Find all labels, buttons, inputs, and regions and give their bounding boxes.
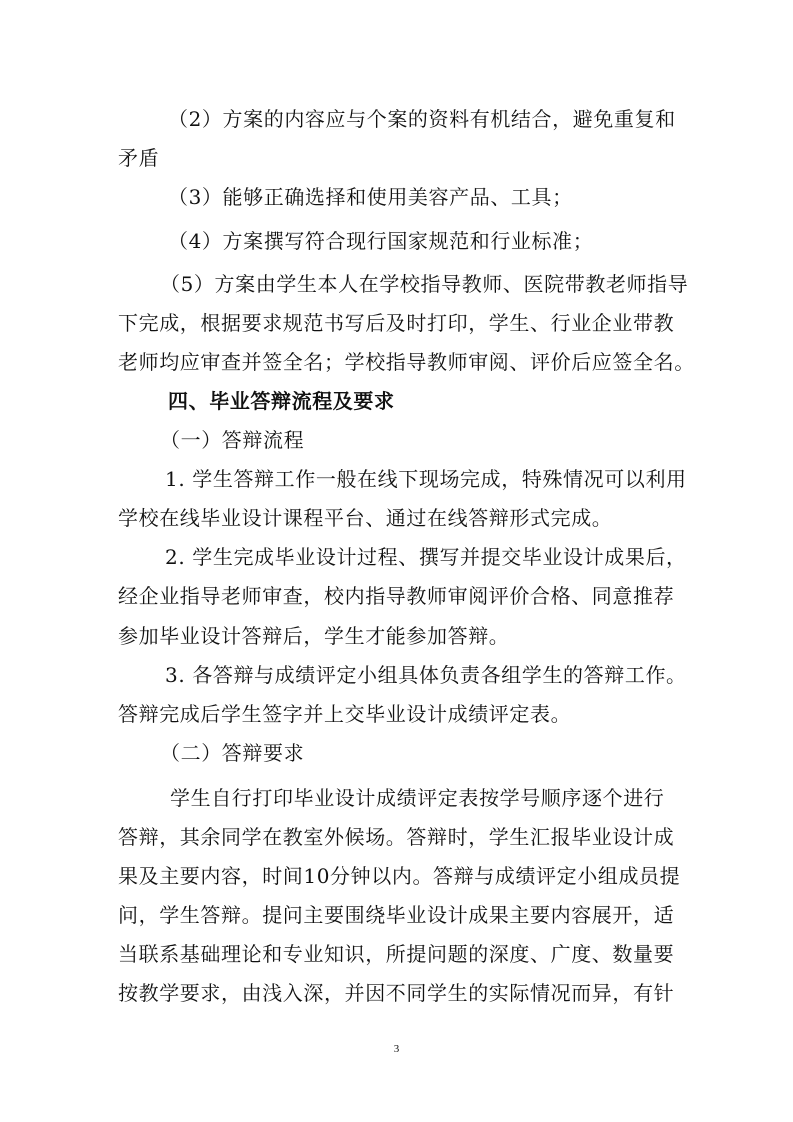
text-line-2: 矛盾 bbox=[118, 146, 160, 170]
text-line-18: 学生自行打印毕业设计成绩评定表按学号顺序逐个进行 bbox=[170, 786, 665, 810]
section-heading: 四、毕业答辩流程及要求 bbox=[168, 389, 395, 413]
text-line-10: 1. 学生答辩工作一般在线下现场完成，特殊情况可以利用 bbox=[165, 467, 687, 491]
text-line-19: 答辩，其余同学在教室外候场。答辩时，学生汇报毕业设计成 bbox=[118, 825, 675, 849]
subsection-heading-2: （二）答辩要求 bbox=[160, 741, 305, 765]
text-line-15: 3. 各答辩与成绩评定小组具体负责各组学生的答辩工作。 bbox=[165, 663, 687, 687]
page-number: 3 bbox=[393, 1043, 400, 1055]
text-line-14: 参加毕业设计答辩后，学生才能参加答辩。 bbox=[118, 624, 510, 648]
text-line-11: 学校在线毕业设计课程平台、通过在线答辩形式完成。 bbox=[118, 506, 613, 530]
text-line-21: 问，学生答辩。提问主要围绕毕业设计成果主要内容展开，适 bbox=[118, 903, 675, 927]
text-line-1: （2）方案的内容应与个案的资料有机结合，避免重复和 bbox=[168, 107, 676, 131]
text-line-13: 经企业指导老师审查，校内指导教师审阅评价合格、同意推荐 bbox=[118, 584, 675, 608]
text-line-3: （3）能够正确选择和使用美容产品、工具； bbox=[168, 185, 573, 209]
text-line-4: （4）方案撰写符合现行国家规范和行业标准； bbox=[168, 229, 594, 253]
text-line-12: 2. 学生完成毕业设计过程、撰写并提交毕业设计成果后， bbox=[165, 545, 687, 569]
text-line-5: （5）方案由学生本人在学校指导教师、医院带教老师指导 bbox=[160, 272, 689, 296]
text-line-6: 下完成，根据要求规范书写后及时打印，学生、行业企业带教 bbox=[118, 311, 675, 335]
text-line-16: 答辩完成后学生签字并上交毕业设计成绩评定表。 bbox=[118, 702, 572, 726]
text-line-23: 按教学要求，由浅入深，并因不同学生的实际情况而异，有针 bbox=[118, 981, 675, 1005]
text-line-22: 当联系基础理论和专业知识，所提问题的深度、广度、数量要 bbox=[118, 942, 675, 966]
subsection-heading-1: （一）答辩流程 bbox=[160, 428, 305, 452]
text-line-7: 老师均应审查并签全名；学校指导教师审阅、评价后应签全名。 bbox=[118, 350, 695, 374]
text-line-20: 果及主要内容，时间10分钟以内。答辩与成绩评定小组成员提 bbox=[118, 864, 681, 888]
